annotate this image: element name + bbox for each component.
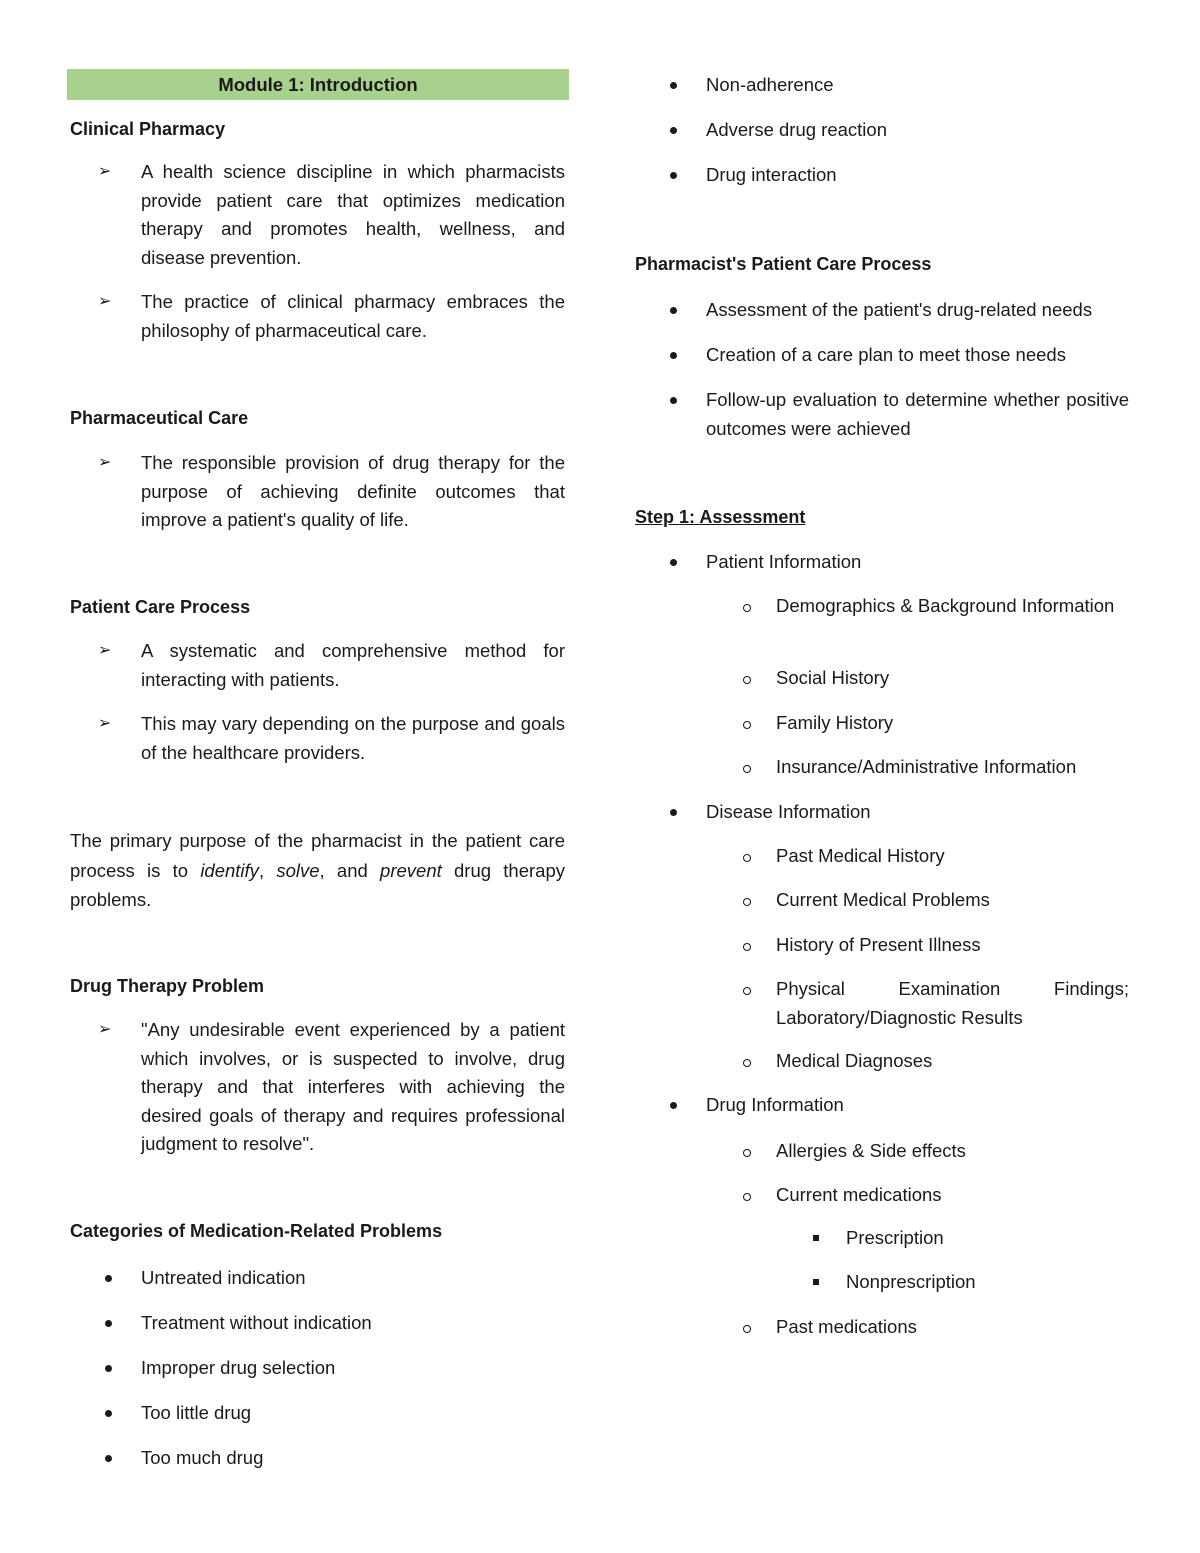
circle-bullet-icon xyxy=(743,987,751,995)
circle-bullet-icon xyxy=(743,765,751,773)
list-item-text: Untreated indication xyxy=(141,1267,306,1288)
bullet-dot-icon xyxy=(105,1365,112,1372)
bullet-dot-icon xyxy=(670,352,677,359)
circle-bullet-icon xyxy=(743,943,751,951)
bullet-dot-icon xyxy=(670,809,677,816)
list-item-text: "Any undesirable event experienced by a patient which involves, or is suspected to involve, drug therapy and that interferes with achieving the desired goals of therapy and requires professional judgment to resolve". xyxy=(141,1019,565,1154)
list-item-text: Drug interaction xyxy=(706,164,837,185)
list-item-text: This may vary depending on the purpose and goals of the healthcare providers. xyxy=(141,713,565,763)
list-item-text: The practice of clinical pharmacy embraces the philosophy of pharmaceutical care. xyxy=(141,291,565,341)
circle-bullet-icon xyxy=(743,1193,751,1201)
list-item-text: Disease Information xyxy=(706,801,871,822)
bullet-dot-icon xyxy=(105,1455,112,1462)
module-title: Module 1: Introduction xyxy=(67,69,569,100)
circle-bullet-icon xyxy=(743,1325,751,1333)
circle-bullet-icon xyxy=(743,676,751,684)
bullet-dot-icon xyxy=(105,1320,112,1327)
square-bullet-icon xyxy=(813,1235,819,1241)
bullet-dot-icon xyxy=(670,127,677,134)
list-item-text: Too little drug xyxy=(141,1402,252,1423)
arrow-bullet-icon: ➢ xyxy=(98,163,112,180)
heading-patient-care-process: Patient Care Process xyxy=(70,597,251,617)
sub-list-item-text: Demographics & Background Information xyxy=(776,595,1115,616)
sub-list-item-text: Insurance/Administrative Information xyxy=(776,756,1077,777)
list-item-text: Treatment without indication xyxy=(141,1312,372,1333)
sub-list-item-text: Past Medical History xyxy=(776,845,945,866)
bullet-dot-icon xyxy=(105,1275,112,1282)
bullet-dot-icon xyxy=(670,172,677,179)
bullet-dot-icon xyxy=(670,307,677,314)
heading-pharmaceutical-care: Pharmaceutical Care xyxy=(70,408,249,428)
list-item-text: Assessment of the patient's drug-related needs xyxy=(706,299,1093,320)
list-item-text: A systematic and comprehensive method for interacting with patients. xyxy=(141,640,565,690)
bullet-dot-icon xyxy=(670,1102,677,1109)
sub-list-item-text: Social History xyxy=(776,667,890,688)
list-item-text: A health science discipline in which pharmacists provide patient care that optimizes medication therapy and promotes health, wellness, and disease prevention. xyxy=(141,161,565,268)
sub-list-item-text: Medical Diagnoses xyxy=(776,1050,933,1071)
sub-list-item-text: History of Present Illness xyxy=(776,934,981,955)
sub-list-item-text: Allergies & Side effects xyxy=(776,1140,966,1161)
bullet-dot-icon xyxy=(670,82,677,89)
heading-categories: Categories of Medication-Related Problems xyxy=(70,1221,443,1241)
square-bullet-icon xyxy=(813,1279,819,1285)
heading-step1: Step 1: Assessment xyxy=(635,507,806,527)
heading-ppcp: Pharmacist's Patient Care Process xyxy=(635,254,932,274)
list-item-text: Improper drug selection xyxy=(141,1357,336,1378)
circle-bullet-icon xyxy=(743,898,751,906)
arrow-bullet-icon: ➢ xyxy=(98,1021,112,1038)
arrow-bullet-icon: ➢ xyxy=(98,642,112,659)
primary-purpose-paragraph: The primary purpose of the pharmacist in the patient care process is to identify, solve, and prevent drug therapy problems. xyxy=(70,830,565,910)
circle-bullet-icon xyxy=(743,1149,751,1157)
sub-sub-list-item-text: Prescription xyxy=(846,1227,944,1248)
list-item-text: Too much drug xyxy=(141,1447,264,1468)
list-item-text: Patient Information xyxy=(706,551,862,572)
circle-bullet-icon xyxy=(743,604,751,612)
sub-sub-list-item-text: Nonprescription xyxy=(846,1271,976,1292)
arrow-bullet-icon: ➢ xyxy=(98,293,112,310)
arrow-bullet-icon: ➢ xyxy=(98,454,112,471)
circle-bullet-icon xyxy=(743,721,751,729)
list-item-text: Adverse drug reaction xyxy=(706,119,887,140)
bullet-dot-icon xyxy=(105,1410,112,1417)
heading-drug-therapy-problem: Drug Therapy Problem xyxy=(70,976,265,996)
sub-list-item-text: Physical Examination Findings; Laboratory/Diagnostic Results xyxy=(776,978,1129,1028)
list-item-text: Follow-up evaluation to determine whether positive outcomes were achieved xyxy=(706,389,1129,439)
list-item-text: Non-adherence xyxy=(706,74,834,95)
list-item-text: Creation of a care plan to meet those needs xyxy=(706,344,1066,365)
list-item-text: Drug Information xyxy=(706,1094,844,1115)
sub-list-item-text: Current medications xyxy=(776,1184,942,1205)
sub-list-item-text: Family History xyxy=(776,712,894,733)
circle-bullet-icon xyxy=(743,854,751,862)
list-item-text: The responsible provision of drug therapy for the purpose of achieving definite outcomes that improve a patient's quality of life. xyxy=(141,452,565,530)
bullet-dot-icon xyxy=(670,559,677,566)
sub-list-item-text: Current Medical Problems xyxy=(776,889,990,910)
arrow-bullet-icon: ➢ xyxy=(98,715,112,732)
sub-list-item-text: Past medications xyxy=(776,1316,917,1337)
heading-clinical-pharmacy: Clinical Pharmacy xyxy=(70,119,226,139)
bullet-dot-icon xyxy=(670,397,677,404)
circle-bullet-icon xyxy=(743,1059,751,1067)
